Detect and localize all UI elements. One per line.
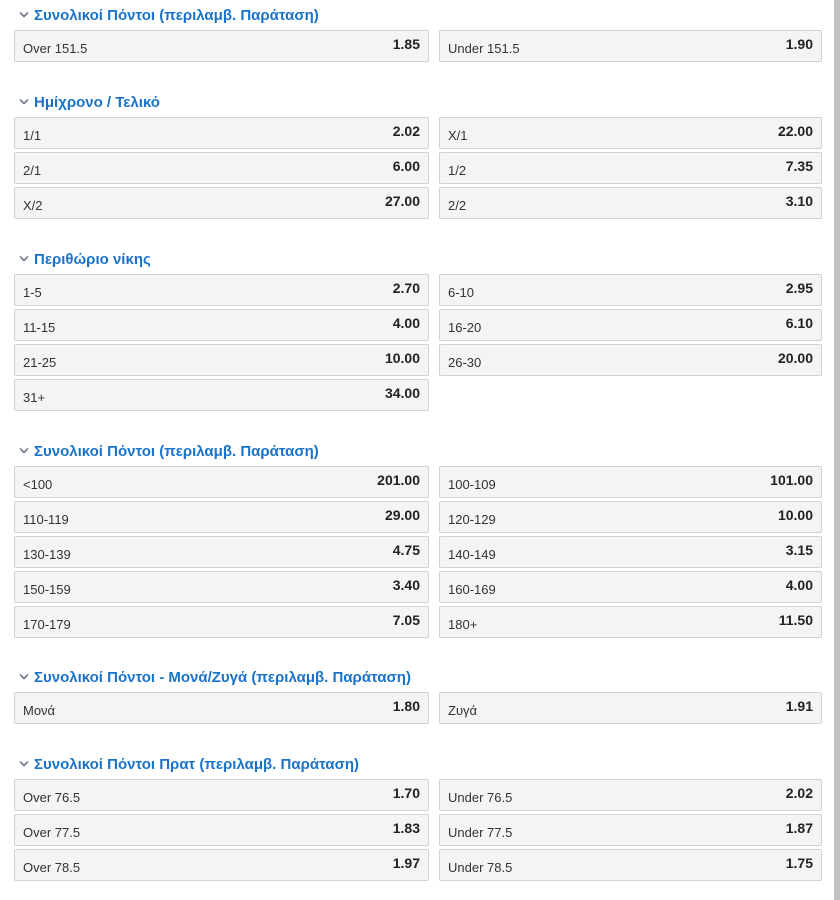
- odd-button-3-6[interactable]: [439, 344, 822, 376]
- odd-label: Over 151.5: [23, 40, 88, 56]
- odd-value: 1.91: [785, 698, 813, 714]
- market-section-3: [14, 244, 822, 411]
- chevron-down-icon[interactable]: [14, 667, 34, 687]
- market-header[interactable]: [14, 244, 822, 274]
- odd-button-4-5[interactable]: [14, 536, 429, 568]
- odd-button-5-2[interactable]: [439, 692, 822, 724]
- odd-label: 140-149: [448, 546, 496, 562]
- odd-button-3-2[interactable]: [439, 274, 822, 306]
- odd-value: 4.00: [392, 315, 420, 331]
- odd-value: 2.02: [392, 123, 420, 139]
- odd-value: 3.40: [392, 577, 420, 593]
- odd-button-6-1[interactable]: [14, 779, 429, 811]
- odd-label: Μονά: [23, 702, 56, 718]
- odd-label: 100-109: [448, 476, 496, 492]
- chevron-down-icon[interactable]: [14, 92, 34, 112]
- market-section-1: [14, 0, 822, 62]
- odd-value: 34.00: [384, 385, 420, 401]
- odd-value: 1.75: [785, 855, 813, 871]
- market-header[interactable]: [14, 0, 822, 30]
- odd-button-2-6[interactable]: [439, 187, 822, 219]
- odd-value: 3.15: [785, 542, 813, 558]
- odd-label: <100: [23, 476, 53, 492]
- odd-label: 11-15: [23, 319, 56, 335]
- odd-label: X/2: [23, 197, 43, 213]
- odd-value: 1.70: [392, 785, 420, 801]
- odd-label: Over 78.5: [23, 859, 81, 875]
- odd-label: 130-139: [23, 546, 71, 562]
- odd-label: 2/2: [448, 197, 467, 213]
- odd-value: 22.00: [777, 123, 813, 139]
- odd-label: 1/1: [23, 127, 42, 143]
- odd-label: 6-10: [448, 284, 475, 300]
- odd-button-4-8[interactable]: [439, 571, 822, 603]
- odd-value: 4.75: [392, 542, 420, 558]
- odd-button-6-2[interactable]: [439, 779, 822, 811]
- odd-button-4-3[interactable]: [14, 501, 429, 533]
- odd-value: 2.95: [785, 280, 813, 296]
- odd-label: Under 151.5: [448, 40, 520, 56]
- market-header[interactable]: [14, 749, 822, 779]
- scrollbar-thumb[interactable]: [834, 0, 840, 900]
- odd-label: Under 77.5: [448, 824, 513, 840]
- market-header[interactable]: [14, 436, 822, 466]
- odd-label: 16-20: [448, 319, 482, 335]
- odd-label: 120-129: [448, 511, 496, 527]
- odd-value: 20.00: [777, 350, 813, 366]
- odd-value: 6.00: [392, 158, 420, 174]
- odd-button-4-6[interactable]: [439, 536, 822, 568]
- odd-button-3-5[interactable]: [14, 344, 429, 376]
- market-title: Ημίχρονο / Τελικό: [34, 93, 160, 111]
- odd-label: Under 76.5: [448, 789, 513, 805]
- odd-value: 1.97: [392, 855, 420, 871]
- odd-label: 31+: [23, 389, 46, 405]
- market-title: Συνολικοί Πόντοι (περιλαμβ. Παράταση): [34, 442, 319, 460]
- odd-label: 1/2: [448, 162, 467, 178]
- odd-label: Over 77.5: [23, 824, 81, 840]
- odd-value: 11.50: [778, 612, 813, 628]
- odd-value: 1.85: [392, 36, 420, 52]
- odd-label: 110-119: [23, 511, 69, 527]
- market-header[interactable]: [14, 662, 822, 692]
- odd-value: 1.83: [392, 820, 420, 836]
- odd-button-2-4[interactable]: [439, 152, 822, 184]
- odd-label: 180+: [448, 616, 478, 632]
- market-section-5: [14, 662, 822, 724]
- odd-value: 101.00: [770, 472, 813, 488]
- odd-button-6-4[interactable]: [439, 814, 822, 846]
- odd-value: 10.00: [384, 350, 420, 366]
- odd-button-3-7[interactable]: [14, 379, 429, 411]
- odd-button-2-2[interactable]: [439, 117, 822, 149]
- chevron-down-icon[interactable]: [14, 249, 34, 269]
- odd-label: Under 78.5: [448, 859, 513, 875]
- odd-value: 10.00: [777, 507, 813, 523]
- odd-button-3-3[interactable]: [14, 309, 429, 341]
- odd-label: Ζυγά: [448, 702, 478, 718]
- market-title: Συνολικοί Πόντοι (περιλαμβ. Παράταση): [34, 6, 319, 24]
- odd-value: 7.35: [785, 158, 813, 174]
- odd-label: X/1: [448, 127, 468, 143]
- odd-label: 150-159: [23, 581, 71, 597]
- odd-button-4-1[interactable]: [14, 466, 429, 498]
- odd-value: 4.00: [785, 577, 813, 593]
- chevron-down-icon[interactable]: [14, 441, 34, 461]
- odd-button-4-9[interactable]: [14, 606, 429, 638]
- odd-label: 21-25: [23, 354, 57, 370]
- odds-grid: [14, 274, 822, 411]
- odds-grid: [14, 466, 822, 638]
- market-title: Συνολικοί Πόντοι - Μονά/Ζυγά (περιλαμβ. Παράταση): [34, 668, 411, 686]
- odd-button-5-1[interactable]: [14, 692, 429, 724]
- odd-button-4-7[interactable]: [14, 571, 429, 603]
- odds-grid: [14, 117, 822, 219]
- odds-grid: [14, 30, 822, 62]
- odd-label: 160-169: [448, 581, 496, 597]
- odd-button-1-1[interactable]: [14, 30, 429, 62]
- odds-grid: [14, 779, 822, 881]
- odd-button-1-2[interactable]: [439, 30, 822, 62]
- odd-button-4-4[interactable]: [439, 501, 822, 533]
- odd-value: 2.02: [785, 785, 813, 801]
- market-header[interactable]: [14, 87, 822, 117]
- odd-label: Over 76.5: [23, 789, 81, 805]
- odd-button-3-1[interactable]: [14, 274, 429, 306]
- chevron-down-icon[interactable]: [14, 754, 34, 774]
- odd-value: 3.10: [785, 193, 813, 209]
- odd-value: 6.10: [785, 315, 813, 331]
- odd-button-4-10[interactable]: [439, 606, 822, 638]
- odd-label: 26-30: [448, 354, 482, 370]
- odd-label: 170-179: [23, 616, 71, 632]
- chevron-down-icon[interactable]: [14, 5, 34, 25]
- odd-value: 201.00: [377, 472, 420, 488]
- odd-value: 1.80: [392, 698, 420, 714]
- market-title: Περιθώριο νίκης: [34, 250, 151, 268]
- odd-button-3-4[interactable]: [439, 309, 822, 341]
- odd-value: 29.00: [384, 507, 420, 523]
- odd-value: 27.00: [384, 193, 420, 209]
- odd-button-6-6[interactable]: [439, 849, 822, 881]
- odd-value: 7.05: [392, 612, 420, 628]
- odd-button-6-5[interactable]: [14, 849, 429, 881]
- odd-button-2-5[interactable]: [14, 187, 429, 219]
- market-section-4: [14, 436, 822, 638]
- odd-label: 1-5: [23, 284, 42, 300]
- odds-grid: [14, 692, 822, 724]
- odd-button-2-3[interactable]: [14, 152, 429, 184]
- odd-value: 1.90: [785, 36, 813, 52]
- market-section-2: [14, 87, 822, 219]
- odd-value: 1.87: [785, 820, 813, 836]
- market-title: Συνολικοί Πόντοι Πρατ (περιλαμβ. Παράταση): [34, 755, 359, 773]
- odd-button-6-3[interactable]: [14, 814, 429, 846]
- odd-button-2-1[interactable]: [14, 117, 429, 149]
- odd-value: 2.70: [392, 280, 420, 296]
- market-section-6: [14, 749, 822, 881]
- odd-label: 2/1: [23, 162, 42, 178]
- odd-button-4-2[interactable]: [439, 466, 822, 498]
